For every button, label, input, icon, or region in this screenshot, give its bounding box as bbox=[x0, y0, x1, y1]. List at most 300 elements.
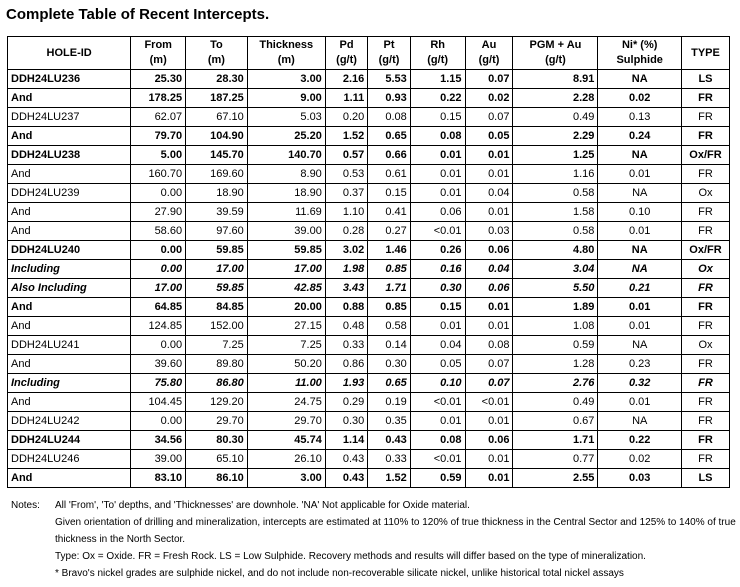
table-row bbox=[8, 108, 730, 127]
cell-from: 27.90 bbox=[131, 203, 186, 222]
cell-pt: 0.41 bbox=[368, 203, 410, 222]
intercepts-table bbox=[7, 36, 730, 488]
cell-pgm-au: 0.49 bbox=[513, 393, 598, 412]
cell-au: 0.04 bbox=[465, 184, 513, 203]
header-thickness bbox=[247, 37, 325, 70]
header-pd bbox=[325, 37, 367, 70]
cell-type: LS bbox=[681, 70, 729, 89]
cell-type: FR bbox=[681, 393, 729, 412]
header-type-label: TYPE bbox=[691, 46, 720, 59]
header-ni-sulphide bbox=[598, 37, 682, 70]
cell-type: Ox bbox=[681, 260, 729, 279]
table-row bbox=[8, 146, 730, 165]
cell-hole-id: And bbox=[8, 127, 131, 146]
cell-ni-sulphide: NA bbox=[598, 336, 682, 355]
cell-pd: 0.37 bbox=[325, 184, 367, 203]
cell-from: 178.25 bbox=[131, 89, 186, 108]
cell-ni-sulphide: 0.32 bbox=[598, 374, 682, 393]
cell-ni-sulphide: NA bbox=[598, 184, 682, 203]
header-pd-label: Pd bbox=[339, 39, 354, 51]
table-row bbox=[8, 317, 730, 336]
cell-pgm-au: 8.91 bbox=[513, 70, 598, 89]
cell-thickness: 5.03 bbox=[247, 108, 325, 127]
cell-from: 39.00 bbox=[131, 450, 186, 469]
cell-type: FR bbox=[681, 431, 729, 450]
cell-hole-id: And bbox=[8, 317, 131, 336]
header-rh-label: Rh bbox=[430, 39, 445, 51]
cell-from: 83.10 bbox=[131, 469, 186, 488]
cell-rh: 0.01 bbox=[410, 146, 465, 165]
table-row bbox=[8, 222, 730, 241]
header-rh bbox=[410, 37, 465, 70]
cell-from: 79.70 bbox=[131, 127, 186, 146]
cell-to: 97.60 bbox=[186, 222, 248, 241]
cell-pd: 1.14 bbox=[325, 431, 367, 450]
cell-au: 0.07 bbox=[465, 108, 513, 127]
page-title: Complete Table of Recent Intercepts. bbox=[6, 6, 270, 23]
cell-type: Ox bbox=[681, 336, 729, 355]
cell-thickness: 7.25 bbox=[247, 336, 325, 355]
cell-ni-sulphide: NA bbox=[598, 146, 682, 165]
cell-thickness: 11.00 bbox=[247, 374, 325, 393]
cell-ni-sulphide: 0.01 bbox=[598, 317, 682, 336]
cell-to: 104.90 bbox=[186, 127, 248, 146]
cell-au: 0.02 bbox=[465, 89, 513, 108]
cell-pgm-au: 0.49 bbox=[513, 108, 598, 127]
cell-pd: 1.11 bbox=[325, 89, 367, 108]
cell-hole-id: Also Including bbox=[8, 279, 131, 298]
header-au-label: Au bbox=[481, 39, 497, 51]
table-row bbox=[8, 165, 730, 184]
cell-au: 0.01 bbox=[465, 450, 513, 469]
cell-type: FR bbox=[681, 203, 729, 222]
cell-pt: 0.85 bbox=[368, 298, 410, 317]
cell-pd: 0.43 bbox=[325, 450, 367, 469]
cell-thickness: 11.69 bbox=[247, 203, 325, 222]
cell-rh: 0.04 bbox=[410, 336, 465, 355]
cell-thickness: 140.70 bbox=[247, 146, 325, 165]
cell-to: 80.30 bbox=[186, 431, 248, 450]
cell-rh: 0.06 bbox=[410, 203, 465, 222]
cell-hole-id: Including bbox=[8, 260, 131, 279]
notes-lines bbox=[55, 497, 736, 582]
cell-pt: 0.15 bbox=[368, 184, 410, 203]
header-pd-unit: (g/t) bbox=[336, 54, 357, 66]
cell-pgm-au: 0.58 bbox=[513, 222, 598, 241]
cell-au: 0.01 bbox=[465, 298, 513, 317]
cell-to: 59.85 bbox=[186, 279, 248, 298]
note-line: * Bravo's nickel grades are sulphide nickel, and do not include non-recoverable silicate nickel, unlike historical total nickel assays bbox=[55, 568, 624, 579]
table-row bbox=[8, 184, 730, 203]
cell-pgm-au: 3.04 bbox=[513, 260, 598, 279]
notes-label: Notes: bbox=[11, 500, 40, 511]
cell-pt: 0.30 bbox=[368, 355, 410, 374]
cell-type: FR bbox=[681, 89, 729, 108]
table-row bbox=[8, 355, 730, 374]
cell-pd: 0.48 bbox=[325, 317, 367, 336]
cell-thickness: 20.00 bbox=[247, 298, 325, 317]
header-from bbox=[131, 37, 186, 70]
cell-thickness: 45.74 bbox=[247, 431, 325, 450]
cell-type: Ox/FR bbox=[681, 241, 729, 260]
table-row bbox=[8, 70, 730, 89]
cell-pd: 3.02 bbox=[325, 241, 367, 260]
cell-pgm-au: 0.58 bbox=[513, 184, 598, 203]
cell-to: 129.20 bbox=[186, 393, 248, 412]
cell-type: FR bbox=[681, 127, 729, 146]
cell-from: 58.60 bbox=[131, 222, 186, 241]
table-row bbox=[8, 203, 730, 222]
cell-thickness: 3.00 bbox=[247, 469, 325, 488]
cell-pgm-au: 2.29 bbox=[513, 127, 598, 146]
cell-thickness: 27.15 bbox=[247, 317, 325, 336]
cell-type: LS bbox=[681, 469, 729, 488]
header-pgm-au-unit: (g/t) bbox=[545, 54, 566, 66]
cell-thickness: 9.00 bbox=[247, 89, 325, 108]
cell-ni-sulphide: NA bbox=[598, 70, 682, 89]
table-row bbox=[8, 393, 730, 412]
cell-pd: 0.43 bbox=[325, 469, 367, 488]
cell-au: 0.08 bbox=[465, 336, 513, 355]
cell-from: 5.00 bbox=[131, 146, 186, 165]
cell-pd: 0.20 bbox=[325, 108, 367, 127]
cell-to: 7.25 bbox=[186, 336, 248, 355]
cell-thickness: 39.00 bbox=[247, 222, 325, 241]
cell-pt: 0.85 bbox=[368, 260, 410, 279]
cell-thickness: 17.00 bbox=[247, 260, 325, 279]
header-to bbox=[186, 37, 248, 70]
cell-rh: 0.15 bbox=[410, 108, 465, 127]
header-au-unit: (g/t) bbox=[478, 54, 500, 66]
cell-from: 34.56 bbox=[131, 431, 186, 450]
cell-from: 0.00 bbox=[131, 260, 186, 279]
cell-to: 169.60 bbox=[186, 165, 248, 184]
cell-thickness: 3.00 bbox=[247, 70, 325, 89]
cell-ni-sulphide: 0.02 bbox=[598, 450, 682, 469]
table-row bbox=[8, 374, 730, 393]
cell-from: 25.30 bbox=[131, 70, 186, 89]
cell-ni-sulphide: 0.23 bbox=[598, 355, 682, 374]
cell-pd: 2.16 bbox=[325, 70, 367, 89]
cell-hole-id: And bbox=[8, 165, 131, 184]
header-from-label: From bbox=[144, 39, 172, 51]
cell-rh: <0.01 bbox=[410, 393, 465, 412]
cell-from: 0.00 bbox=[131, 184, 186, 203]
cell-pd: 0.53 bbox=[325, 165, 367, 184]
cell-ni-sulphide: 0.01 bbox=[598, 393, 682, 412]
cell-hole-id: And bbox=[8, 393, 131, 412]
cell-to: 152.00 bbox=[186, 317, 248, 336]
cell-thickness: 29.70 bbox=[247, 412, 325, 431]
cell-to: 86.80 bbox=[186, 374, 248, 393]
cell-ni-sulphide: 0.02 bbox=[598, 89, 682, 108]
cell-from: 160.70 bbox=[131, 165, 186, 184]
cell-hole-id: DDH24LU242 bbox=[8, 412, 131, 431]
header-hole-id-label: HOLE-ID bbox=[46, 46, 92, 59]
cell-pd: 0.29 bbox=[325, 393, 367, 412]
header-pgm-au bbox=[513, 37, 598, 70]
cell-hole-id: And bbox=[8, 222, 131, 241]
cell-pgm-au: 1.25 bbox=[513, 146, 598, 165]
cell-hole-id: DDH24LU239 bbox=[8, 184, 131, 203]
table-row bbox=[8, 336, 730, 355]
cell-ni-sulphide: 0.01 bbox=[598, 298, 682, 317]
cell-au: 0.01 bbox=[465, 165, 513, 184]
cell-pgm-au: 5.50 bbox=[513, 279, 598, 298]
cell-type: FR bbox=[681, 222, 729, 241]
cell-pt: 0.93 bbox=[368, 89, 410, 108]
cell-rh: <0.01 bbox=[410, 450, 465, 469]
header-pt bbox=[368, 37, 410, 70]
cell-to: 187.25 bbox=[186, 89, 248, 108]
cell-pt: 0.61 bbox=[368, 165, 410, 184]
cell-pd: 0.57 bbox=[325, 146, 367, 165]
note-line: All 'From', 'To' depths, and 'Thicknesses' are downhole. 'NA' Not applicable for Oxide material. bbox=[55, 500, 470, 511]
cell-type: FR bbox=[681, 355, 729, 374]
cell-pd: 3.43 bbox=[325, 279, 367, 298]
cell-from: 0.00 bbox=[131, 241, 186, 260]
cell-thickness: 50.20 bbox=[247, 355, 325, 374]
cell-ni-sulphide: 0.24 bbox=[598, 127, 682, 146]
cell-hole-id: And bbox=[8, 469, 131, 488]
cell-rh: 0.01 bbox=[410, 165, 465, 184]
cell-to: 65.10 bbox=[186, 450, 248, 469]
cell-type: FR bbox=[681, 374, 729, 393]
cell-au: 0.01 bbox=[465, 317, 513, 336]
cell-hole-id: And bbox=[8, 203, 131, 222]
cell-hole-id: DDH24LU244 bbox=[8, 431, 131, 450]
cell-au: 0.04 bbox=[465, 260, 513, 279]
table-row bbox=[8, 450, 730, 469]
cell-from: 124.85 bbox=[131, 317, 186, 336]
cell-ni-sulphide: 0.21 bbox=[598, 279, 682, 298]
cell-pgm-au: 0.67 bbox=[513, 412, 598, 431]
cell-au: 0.05 bbox=[465, 127, 513, 146]
cell-thickness: 25.20 bbox=[247, 127, 325, 146]
cell-pgm-au: 2.76 bbox=[513, 374, 598, 393]
cell-pt: 0.58 bbox=[368, 317, 410, 336]
header-pt-unit: (g/t) bbox=[378, 54, 400, 66]
cell-type: Ox bbox=[681, 184, 729, 203]
header-thickness-unit: (m) bbox=[277, 54, 295, 66]
cell-pt: 0.35 bbox=[368, 412, 410, 431]
cell-hole-id: And bbox=[8, 298, 131, 317]
cell-pgm-au: 1.08 bbox=[513, 317, 598, 336]
cell-pd: 0.33 bbox=[325, 336, 367, 355]
cell-rh: 0.01 bbox=[410, 317, 465, 336]
header-to-unit: (m) bbox=[207, 54, 225, 66]
cell-rh: 0.22 bbox=[410, 89, 465, 108]
cell-pt: 0.65 bbox=[368, 127, 410, 146]
cell-rh: 0.01 bbox=[410, 184, 465, 203]
cell-pd: 0.86 bbox=[325, 355, 367, 374]
notes-section bbox=[11, 497, 736, 582]
cell-ni-sulphide: 0.01 bbox=[598, 222, 682, 241]
cell-pd: 1.93 bbox=[325, 374, 367, 393]
cell-au: 0.07 bbox=[465, 355, 513, 374]
cell-to: 145.70 bbox=[186, 146, 248, 165]
cell-from: 39.60 bbox=[131, 355, 186, 374]
cell-rh: 0.08 bbox=[410, 431, 465, 450]
cell-type: FR bbox=[681, 317, 729, 336]
cell-pt: 0.14 bbox=[368, 336, 410, 355]
cell-from: 0.00 bbox=[131, 412, 186, 431]
header-pgm-au-label: PGM + Au bbox=[529, 39, 582, 51]
cell-pgm-au: 1.28 bbox=[513, 355, 598, 374]
cell-to: 59.85 bbox=[186, 241, 248, 260]
cell-pgm-au: 2.28 bbox=[513, 89, 598, 108]
cell-hole-id: And bbox=[8, 89, 131, 108]
cell-pt: 0.19 bbox=[368, 393, 410, 412]
table-row bbox=[8, 279, 730, 298]
cell-pgm-au: 0.77 bbox=[513, 450, 598, 469]
cell-pgm-au: 1.58 bbox=[513, 203, 598, 222]
cell-to: 17.00 bbox=[186, 260, 248, 279]
cell-to: 89.80 bbox=[186, 355, 248, 374]
table-row bbox=[8, 241, 730, 260]
cell-pgm-au: 2.55 bbox=[513, 469, 598, 488]
cell-rh: 0.30 bbox=[410, 279, 465, 298]
cell-hole-id: DDH24LU240 bbox=[8, 241, 131, 260]
cell-hole-id: DDH24LU246 bbox=[8, 450, 131, 469]
cell-pt: 0.66 bbox=[368, 146, 410, 165]
cell-au: 0.03 bbox=[465, 222, 513, 241]
cell-hole-id: DDH24LU241 bbox=[8, 336, 131, 355]
cell-from: 104.45 bbox=[131, 393, 186, 412]
cell-ni-sulphide: NA bbox=[598, 241, 682, 260]
cell-pgm-au: 1.16 bbox=[513, 165, 598, 184]
cell-au: 0.01 bbox=[465, 469, 513, 488]
cell-au: <0.01 bbox=[465, 393, 513, 412]
cell-pd: 1.98 bbox=[325, 260, 367, 279]
table-row bbox=[8, 89, 730, 108]
cell-au: 0.06 bbox=[465, 279, 513, 298]
cell-ni-sulphide: 0.03 bbox=[598, 469, 682, 488]
cell-type: FR bbox=[681, 279, 729, 298]
cell-rh: <0.01 bbox=[410, 222, 465, 241]
header-type bbox=[681, 37, 729, 70]
cell-from: 64.85 bbox=[131, 298, 186, 317]
cell-rh: 0.01 bbox=[410, 412, 465, 431]
cell-pd: 1.10 bbox=[325, 203, 367, 222]
cell-pt: 0.43 bbox=[368, 431, 410, 450]
cell-rh: 0.26 bbox=[410, 241, 465, 260]
cell-to: 18.90 bbox=[186, 184, 248, 203]
cell-to: 29.70 bbox=[186, 412, 248, 431]
cell-type: FR bbox=[681, 412, 729, 431]
cell-thickness: 59.85 bbox=[247, 241, 325, 260]
cell-au: 0.01 bbox=[465, 412, 513, 431]
cell-to: 39.59 bbox=[186, 203, 248, 222]
cell-to: 86.10 bbox=[186, 469, 248, 488]
cell-type: FR bbox=[681, 165, 729, 184]
cell-type: FR bbox=[681, 298, 729, 317]
cell-pgm-au: 1.89 bbox=[513, 298, 598, 317]
header-pt-label: Pt bbox=[383, 39, 395, 51]
cell-rh: 0.10 bbox=[410, 374, 465, 393]
cell-ni-sulphide: 0.10 bbox=[598, 203, 682, 222]
cell-from: 62.07 bbox=[131, 108, 186, 127]
header-au bbox=[465, 37, 513, 70]
cell-to: 67.10 bbox=[186, 108, 248, 127]
cell-rh: 0.05 bbox=[410, 355, 465, 374]
cell-type: Ox/FR bbox=[681, 146, 729, 165]
cell-ni-sulphide: NA bbox=[598, 412, 682, 431]
cell-pd: 0.28 bbox=[325, 222, 367, 241]
cell-thickness: 18.90 bbox=[247, 184, 325, 203]
cell-pd: 1.52 bbox=[325, 127, 367, 146]
header-from-unit: (m) bbox=[149, 54, 167, 66]
cell-pgm-au: 4.80 bbox=[513, 241, 598, 260]
cell-thickness: 8.90 bbox=[247, 165, 325, 184]
cell-rh: 0.08 bbox=[410, 127, 465, 146]
note-line: Type: Ox = Oxide. FR = Fresh Rock. LS = Low Sulphide. Recovery methods and results will differ based on the type of mineralization. bbox=[55, 551, 646, 562]
cell-thickness: 24.75 bbox=[247, 393, 325, 412]
cell-from: 17.00 bbox=[131, 279, 186, 298]
cell-hole-id: Including bbox=[8, 374, 131, 393]
cell-hole-id: DDH24LU237 bbox=[8, 108, 131, 127]
cell-au: 0.07 bbox=[465, 374, 513, 393]
cell-au: 0.01 bbox=[465, 203, 513, 222]
cell-to: 28.30 bbox=[186, 70, 248, 89]
cell-thickness: 42.85 bbox=[247, 279, 325, 298]
cell-rh: 0.16 bbox=[410, 260, 465, 279]
header-to-label: To bbox=[210, 39, 223, 51]
cell-to: 84.85 bbox=[186, 298, 248, 317]
cell-thickness: 26.10 bbox=[247, 450, 325, 469]
cell-ni-sulphide: 0.22 bbox=[598, 431, 682, 450]
cell-au: 0.06 bbox=[465, 241, 513, 260]
cell-hole-id: DDH24LU238 bbox=[8, 146, 131, 165]
cell-from: 75.80 bbox=[131, 374, 186, 393]
cell-type: FR bbox=[681, 450, 729, 469]
cell-pt: 0.65 bbox=[368, 374, 410, 393]
cell-pd: 0.88 bbox=[325, 298, 367, 317]
table-row bbox=[8, 298, 730, 317]
cell-pt: 1.71 bbox=[368, 279, 410, 298]
header-hole-id bbox=[8, 37, 131, 70]
cell-rh: 0.59 bbox=[410, 469, 465, 488]
table-row bbox=[8, 260, 730, 279]
table-row bbox=[8, 469, 730, 488]
cell-pt: 1.52 bbox=[368, 469, 410, 488]
header-thickness-label: Thickness bbox=[259, 39, 314, 51]
cell-pt: 0.27 bbox=[368, 222, 410, 241]
cell-ni-sulphide: NA bbox=[598, 260, 682, 279]
header-rh-unit: (g/t) bbox=[427, 54, 449, 66]
cell-from: 0.00 bbox=[131, 336, 186, 355]
cell-au: 0.01 bbox=[465, 146, 513, 165]
cell-hole-id: And bbox=[8, 355, 131, 374]
note-line: Given orientation of drilling and mineralization, intercepts are estimated at 110% to 120% of true thickness in the Central Sector and 125% to 140% of true thickness in the North Sector. bbox=[55, 517, 736, 545]
header-ni-sulphide-label: Ni* (%) bbox=[621, 39, 658, 51]
header-ni-sulphide-unit: Sulphide bbox=[616, 54, 663, 66]
table-row bbox=[8, 412, 730, 431]
cell-hole-id: DDH24LU236 bbox=[8, 70, 131, 89]
cell-rh: 1.15 bbox=[410, 70, 465, 89]
table-row bbox=[8, 127, 730, 146]
cell-pt: 1.46 bbox=[368, 241, 410, 260]
cell-pt: 5.53 bbox=[368, 70, 410, 89]
cell-type: FR bbox=[681, 108, 729, 127]
table-header-row bbox=[8, 37, 730, 70]
cell-pgm-au: 1.71 bbox=[513, 431, 598, 450]
cell-pgm-au: 0.59 bbox=[513, 336, 598, 355]
table-body bbox=[8, 70, 730, 488]
cell-pd: 0.30 bbox=[325, 412, 367, 431]
cell-au: 0.06 bbox=[465, 431, 513, 450]
cell-pt: 0.08 bbox=[368, 108, 410, 127]
